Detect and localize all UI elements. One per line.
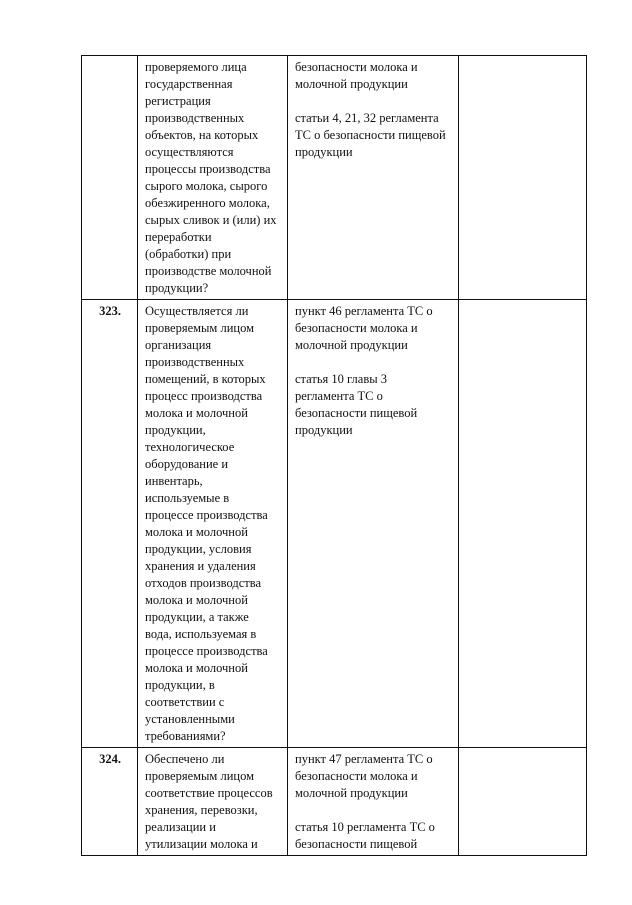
question-line: процесс производства — [145, 389, 263, 403]
question-line: молока и молочной — [145, 525, 248, 539]
question-line: производстве молочной — [145, 264, 272, 278]
legal-reference — [288, 56, 459, 300]
reference-line: пункт 46 регламента ТС о — [295, 304, 433, 318]
question-line: отходов производства — [145, 576, 262, 590]
reference-line: безопасности пищевой — [295, 406, 418, 420]
reference-line: безопасности молока и — [295, 321, 418, 335]
question-line: оборудование и — [145, 457, 229, 471]
row-number: 324. — [82, 748, 138, 856]
question-line: хранения и удаления — [145, 559, 256, 573]
question-line: молока и молочной — [145, 593, 248, 607]
legal-reference — [288, 748, 459, 856]
question-line: (обработки) при — [145, 247, 232, 261]
question-line: продукции, — [145, 423, 206, 437]
question-line: утилизации молока и — [145, 837, 258, 851]
reference-line: регламента ТС о — [295, 389, 383, 403]
answer-cell — [459, 300, 587, 748]
question-line: вода, используемая в — [145, 627, 257, 641]
question-line: производственных — [145, 111, 245, 125]
row-number — [82, 56, 138, 300]
question-line: объектов, на которых — [145, 128, 259, 142]
requirements-table — [81, 55, 587, 856]
question-line: продукции, в — [145, 678, 215, 692]
question-line: государственная — [145, 77, 233, 91]
question-line: организация — [145, 338, 212, 352]
reference-line: безопасности пищевой — [295, 837, 418, 851]
table-row — [82, 300, 587, 748]
question-line: технологическое — [145, 440, 235, 454]
question-line: сырых сливок и (или) их — [145, 213, 277, 227]
reference-line: молочной продукции — [295, 338, 408, 352]
table-row — [82, 748, 587, 856]
reference-line: статьи 4, 21, 32 регламента — [295, 111, 439, 125]
row-number: 323. — [82, 300, 138, 748]
question-line: хранения, перевозки, — [145, 803, 258, 817]
requirement-question — [138, 56, 288, 300]
question-line: установленными — [145, 712, 235, 726]
question-line: продукции, условия — [145, 542, 252, 556]
reference-line: продукции — [295, 145, 353, 159]
requirement-question — [138, 300, 288, 748]
question-line: производственных — [145, 355, 245, 369]
question-line: процессе производства — [145, 644, 268, 658]
question-line: переработки — [145, 230, 212, 244]
question-line: продукции? — [145, 281, 209, 295]
question-line: процессы производства — [145, 162, 271, 176]
question-line: помещений, в которых — [145, 372, 266, 386]
question-line: регистрация — [145, 94, 211, 108]
reference-spacer — [295, 93, 452, 110]
reference-line: молочной продукции — [295, 786, 408, 800]
question-line: инвентарь, — [145, 474, 203, 488]
question-line: соответствии с — [145, 695, 225, 709]
question-line: Обеспечено ли — [145, 752, 225, 766]
question-line: Осуществляется ли — [145, 304, 249, 318]
question-line: проверяемым лицом — [145, 769, 254, 783]
question-line: требованиями? — [145, 729, 226, 743]
question-line: проверяемым лицом — [145, 321, 254, 335]
question-line: молока и молочной — [145, 406, 248, 420]
answer-cell — [459, 56, 587, 300]
question-line: процессе производства — [145, 508, 268, 522]
reference-line: ТС о безопасности пищевой — [295, 128, 446, 142]
reference-line: статья 10 главы 3 — [295, 372, 388, 386]
question-line: обезжиренного молока, — [145, 196, 270, 210]
answer-cell — [459, 748, 587, 856]
reference-line: безопасности молока и — [295, 60, 418, 74]
question-line: осуществляются — [145, 145, 234, 159]
question-line: сырого молока, сырого — [145, 179, 268, 193]
reference-spacer — [295, 354, 452, 371]
question-line: используемые в — [145, 491, 230, 505]
reference-line: пункт 47 регламента ТС о — [295, 752, 433, 766]
reference-line: статья 10 регламента ТС о — [295, 820, 435, 834]
question-line: реализации и — [145, 820, 216, 834]
requirement-question — [138, 748, 288, 856]
question-line: молока и молочной — [145, 661, 248, 675]
question-line: продукции, а также — [145, 610, 249, 624]
reference-spacer — [295, 802, 452, 819]
reference-line: безопасности молока и — [295, 769, 418, 783]
legal-reference — [288, 300, 459, 748]
reference-line: молочной продукции — [295, 77, 408, 91]
reference-line: продукции — [295, 423, 353, 437]
table-row — [82, 56, 587, 300]
question-line: проверяемого лица — [145, 60, 247, 74]
question-line: соответствие процессов — [145, 786, 273, 800]
